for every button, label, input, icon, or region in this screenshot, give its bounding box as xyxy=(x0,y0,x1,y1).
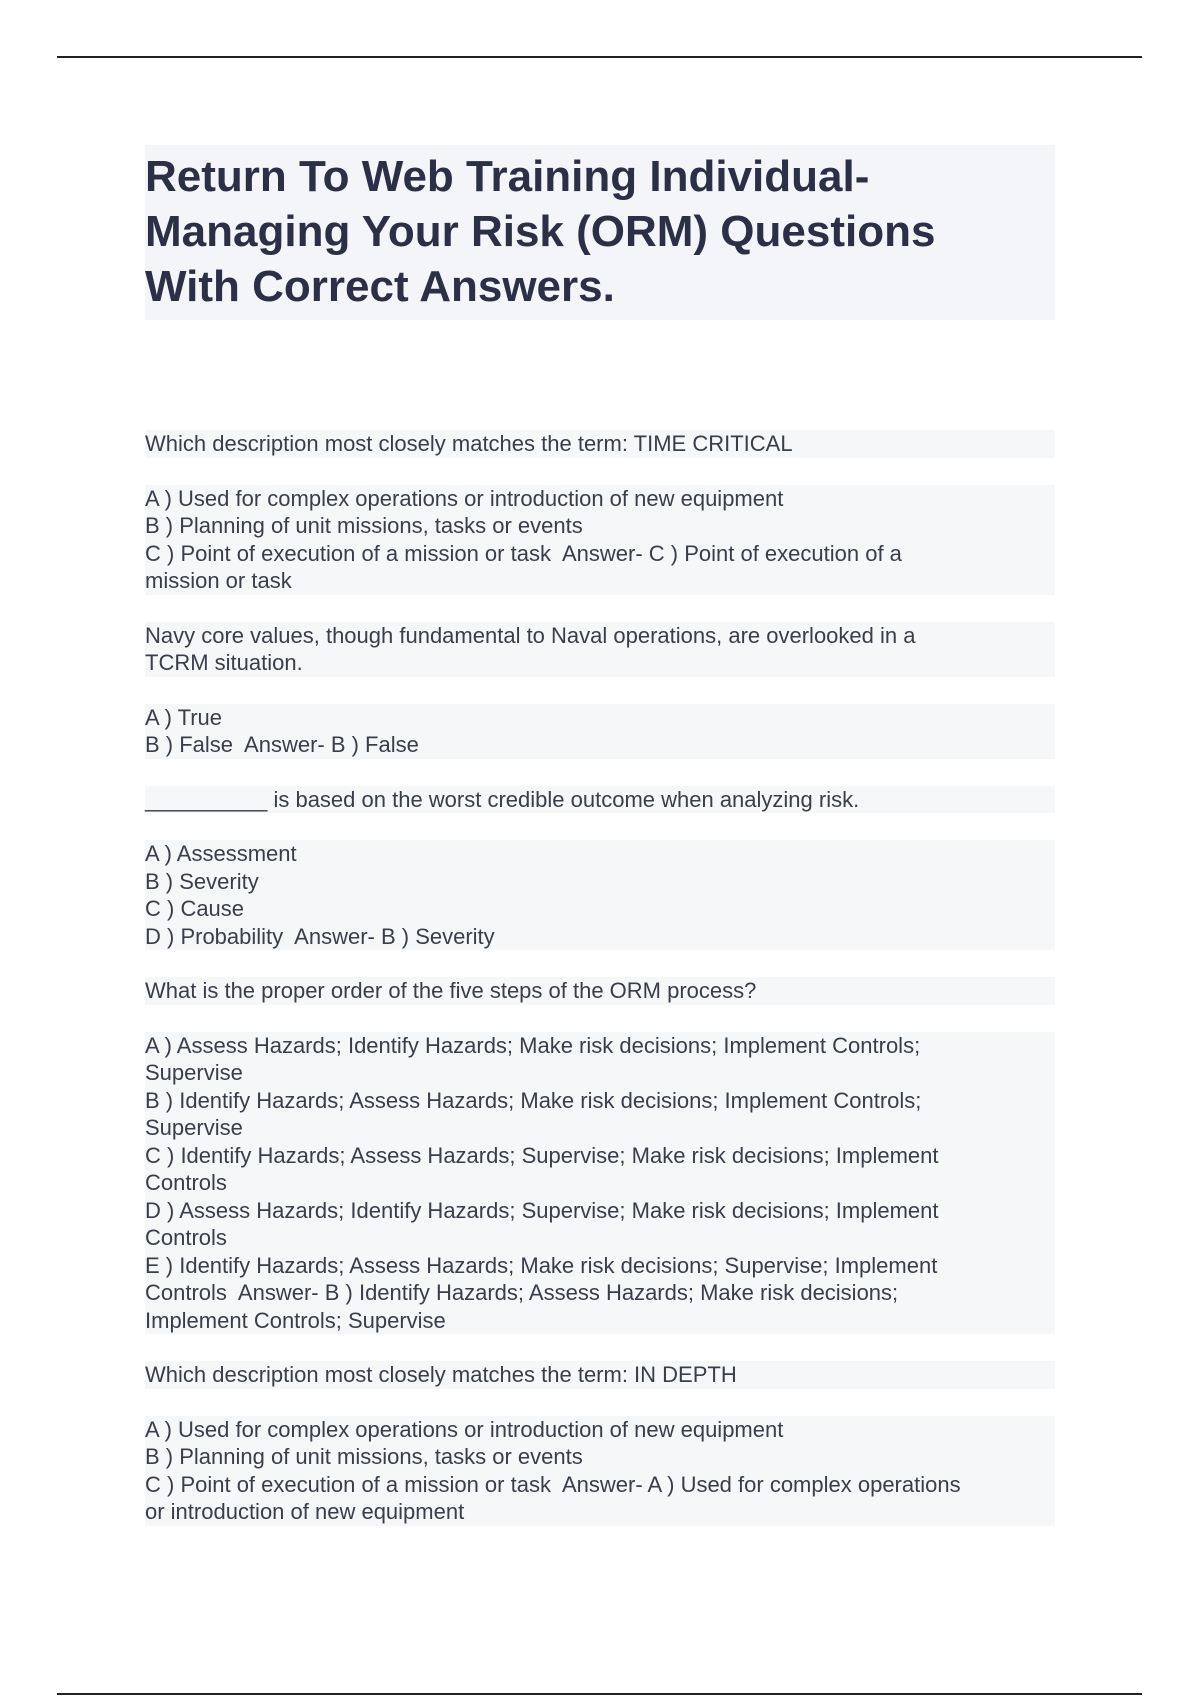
title-block xyxy=(145,145,1055,320)
option-line: B ) False Answer- B ) False xyxy=(145,731,1055,759)
option-line: C ) Point of execution of a mission or task Answer- C ) Point of execution of a xyxy=(145,540,1055,568)
option-line: A ) Used for complex operations or introduction of new equipment xyxy=(145,485,1055,513)
option-line: A ) True xyxy=(145,704,1055,732)
option-line: D ) Probability Answer- B ) Severity xyxy=(145,923,1055,951)
question-line: Which description most closely matches the term: TIME CRITICAL xyxy=(145,430,1055,458)
option-line: Supervise xyxy=(145,1059,1055,1087)
option-line: or introduction of new equipment xyxy=(145,1498,1055,1526)
title-line: With Correct Answers. xyxy=(145,262,615,311)
question-line: __________ is based on the worst credible outcome when analyzing risk. xyxy=(145,786,1055,814)
question-text xyxy=(145,786,1055,814)
header-divider xyxy=(57,56,1142,58)
option-line: C ) Cause xyxy=(145,895,1055,923)
option-line: B ) Severity xyxy=(145,868,1055,896)
document-title xyxy=(145,149,1055,314)
answer-options xyxy=(145,840,1055,950)
question-list xyxy=(145,430,1055,1526)
option-line: Controls Answer- B ) Identify Hazards; Assess Hazards; Make risk decisions; xyxy=(145,1279,1055,1307)
question-text xyxy=(145,977,1055,1005)
question-line: What is the proper order of the five steps of the ORM process? xyxy=(145,977,1055,1005)
question-line: Navy core values, though fundamental to Naval operations, are overlooked in a xyxy=(145,622,1055,650)
question-item xyxy=(145,977,1055,1334)
question-item xyxy=(145,1361,1055,1526)
option-line: D ) Assess Hazards; Identify Hazards; Supervise; Make risk decisions; Implement xyxy=(145,1197,1055,1225)
title-line: Managing Your Risk (ORM) Questions xyxy=(145,207,936,256)
question-line: TCRM situation. xyxy=(145,649,1055,677)
option-line: Implement Controls; Supervise xyxy=(145,1307,1055,1335)
question-item xyxy=(145,786,1055,951)
answer-options xyxy=(145,1032,1055,1335)
option-line: B ) Planning of unit missions, tasks or events xyxy=(145,1443,1055,1471)
title-line: Return To Web Training Individual- xyxy=(145,152,870,201)
option-line: B ) Planning of unit missions, tasks or events xyxy=(145,512,1055,540)
question-text xyxy=(145,430,1055,458)
option-line: Supervise xyxy=(145,1114,1055,1142)
answer-options xyxy=(145,1416,1055,1526)
option-line: E ) Identify Hazards; Assess Hazards; Make risk decisions; Supervise; Implement xyxy=(145,1252,1055,1280)
option-line: A ) Used for complex operations or introduction of new equipment xyxy=(145,1416,1055,1444)
question-item xyxy=(145,622,1055,759)
option-line: mission or task xyxy=(145,567,1055,595)
document-body xyxy=(145,145,1055,1553)
option-line: Controls xyxy=(145,1224,1055,1252)
option-line: C ) Point of execution of a mission or task Answer- A ) Used for complex operations xyxy=(145,1471,1055,1499)
question-line: Which description most closely matches the term: IN DEPTH xyxy=(145,1361,1055,1389)
question-text xyxy=(145,622,1055,677)
option-line: B ) Identify Hazards; Assess Hazards; Make risk decisions; Implement Controls; xyxy=(145,1087,1055,1115)
question-text xyxy=(145,1361,1055,1389)
footer-divider xyxy=(57,1693,1142,1695)
option-line: C ) Identify Hazards; Assess Hazards; Supervise; Make risk decisions; Implement xyxy=(145,1142,1055,1170)
answer-options xyxy=(145,485,1055,595)
option-line: A ) Assess Hazards; Identify Hazards; Make risk decisions; Implement Controls; xyxy=(145,1032,1055,1060)
option-line: A ) Assessment xyxy=(145,840,1055,868)
option-line: Controls xyxy=(145,1169,1055,1197)
answer-options xyxy=(145,704,1055,759)
question-item xyxy=(145,430,1055,595)
